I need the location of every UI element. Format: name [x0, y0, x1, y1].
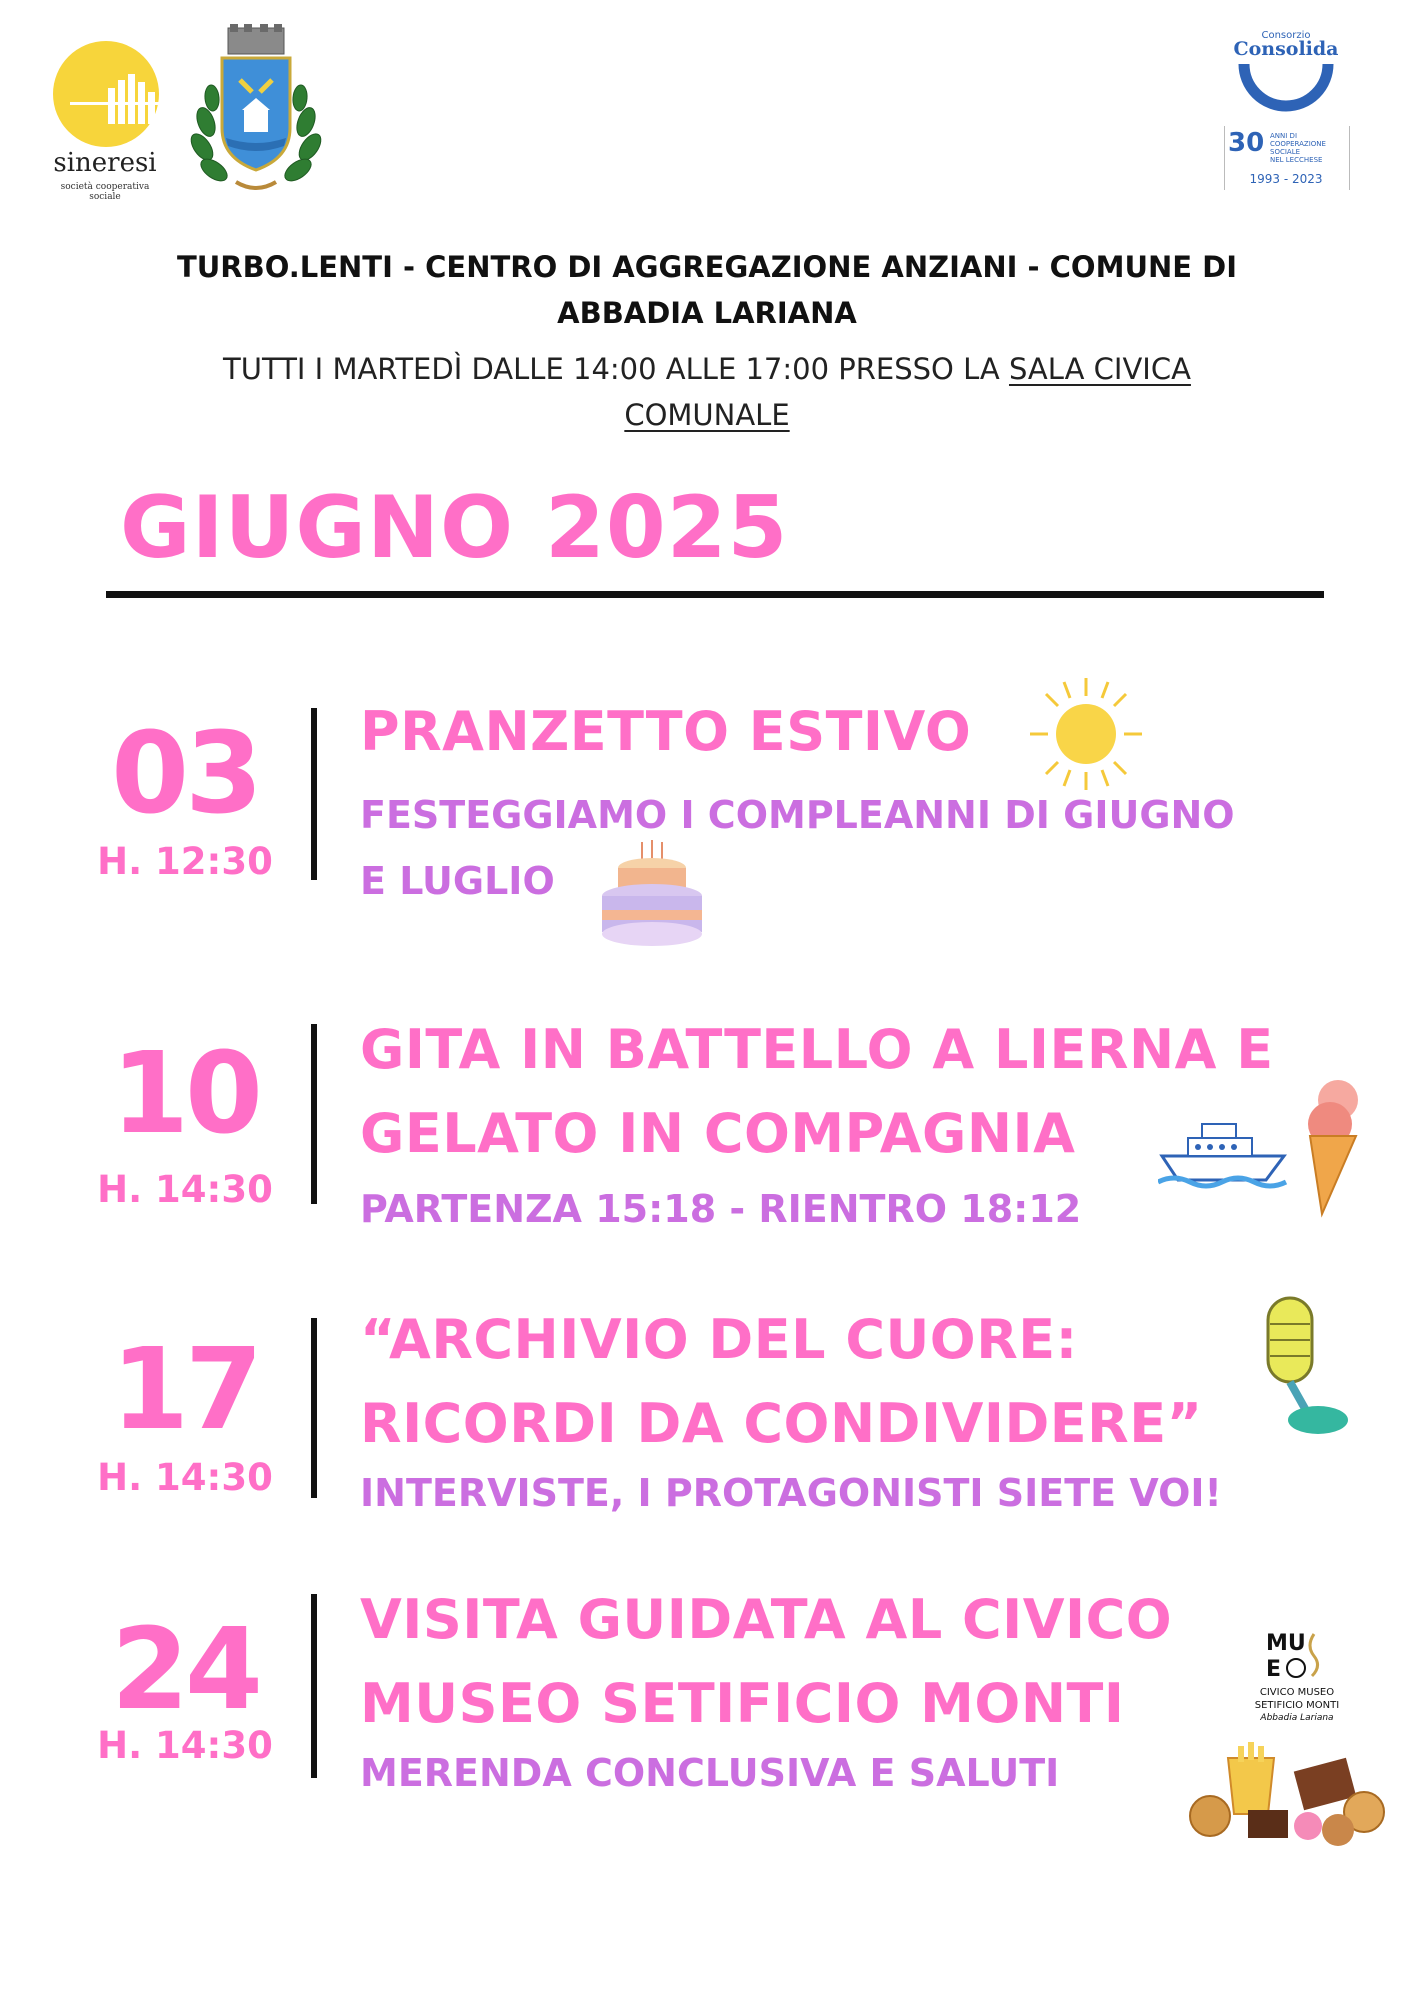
- consolida-years: 30: [1228, 128, 1265, 158]
- birthday-cake-icon: [596, 838, 708, 954]
- museum-mark-icon: [1262, 1626, 1332, 1682]
- event-title: MUSEO SETIFICIO MONTI: [360, 1672, 1125, 1735]
- sineresi-logo: [50, 36, 170, 202]
- event-title: GELATO IN COMPAGNIA: [360, 1102, 1076, 1165]
- schedule-text: TUTTI I MARTEDÌ DALLE 14:00 ALLE 17:00 PRESSO LA: [223, 352, 1009, 386]
- event-subtitle: PARTENZA 15:18 - RIENTRO 18:12: [360, 1187, 1082, 1231]
- event-subtitle: MERENDA CONCLUSIVA E SALUTI: [360, 1751, 1060, 1795]
- event-day: 10: [111, 1029, 259, 1159]
- consolida-name: Consolida: [1233, 38, 1339, 60]
- svg-text:E: E: [1266, 1657, 1282, 1682]
- event-day: 17: [111, 1325, 259, 1455]
- consolida-line1: ANNI DI: [1270, 132, 1298, 140]
- consolida-logo: [1216, 30, 1356, 195]
- museum-line2: SETIFICIO MONTI: [1254, 1700, 1340, 1711]
- event-hour: H. 12:30: [97, 840, 273, 883]
- consolida-caption: [1270, 132, 1326, 164]
- event-hour: H. 14:30: [97, 1724, 273, 1767]
- coat-of-arms-icon: [186, 22, 326, 202]
- event-subtitle: E LUGLIO: [360, 859, 555, 903]
- month-title: GIUGNO 2025: [120, 478, 789, 578]
- consolida-line2: COOPERAZIONE: [1270, 140, 1326, 148]
- schedule-info: [140, 346, 1274, 438]
- comune-coat-of-arms: [186, 22, 326, 202]
- snacks-icon: [1188, 1738, 1388, 1848]
- organization-title-line1: TURBO.LENTI - CENTRO DI AGGREGAZIONE ANZIANI - COMUNE DI: [176, 250, 1238, 284]
- consolida-period: 1993 - 2023: [1249, 172, 1323, 186]
- event-subtitle: INTERVISTE, I PROTAGONISTI SIETE VOI!: [360, 1471, 1222, 1515]
- sineresi-name: sineresi: [53, 148, 157, 178]
- event-day: 03: [111, 709, 259, 839]
- consolida-line3: SOCIALE: [1270, 148, 1301, 156]
- sun-icon: [1026, 674, 1146, 794]
- event-divider: [311, 1024, 317, 1204]
- schedule-place-1: SALA CIVICA: [1008, 352, 1191, 386]
- event-title: VISITA GUIDATA AL CIVICO: [360, 1588, 1173, 1651]
- event-title: PRANZETTO ESTIVO: [360, 700, 972, 763]
- organization-title-line2: ABBADIA LARIANA: [557, 296, 857, 330]
- event-subtitle: FESTEGGIAMO I COMPLEANNI DI GIUGNO: [360, 793, 1235, 837]
- ship-icon: [1158, 1116, 1288, 1192]
- month-divider: [106, 591, 1324, 598]
- event-divider: [311, 1318, 317, 1498]
- event-title: GITA IN BATTELLO A LIERNA E: [360, 1018, 1274, 1081]
- event-hour: H. 14:30: [97, 1168, 273, 1211]
- museum-line1: CIVICO MUSEO: [1259, 1687, 1335, 1698]
- organization-title: [110, 244, 1304, 336]
- museum-line3: Abbadia Lariana: [1260, 1713, 1334, 1723]
- event-hour: H. 14:30: [97, 1456, 273, 1499]
- museum-logo: [1242, 1626, 1352, 1725]
- schedule-place-2: COMUNALE: [624, 398, 790, 432]
- event-day: 24: [111, 1605, 259, 1735]
- event-divider: [311, 708, 317, 880]
- event-title: “ARCHIVIO DEL CUORE:: [360, 1308, 1078, 1371]
- sineresi-tagline: società cooperativa sociale: [60, 182, 150, 202]
- microphone-icon: [1256, 1294, 1356, 1444]
- event-divider: [311, 1594, 317, 1778]
- consolida-arc-icon: [1236, 60, 1336, 118]
- ice-cream-icon: [1300, 1078, 1370, 1218]
- event-title: RICORDI DA CONDIVIDERE”: [360, 1392, 1203, 1455]
- consolida-line4: NEL LECCHESE: [1270, 156, 1323, 164]
- svg-text:MU: MU: [1266, 1631, 1306, 1656]
- consolida-small: Consorzio: [1261, 30, 1311, 41]
